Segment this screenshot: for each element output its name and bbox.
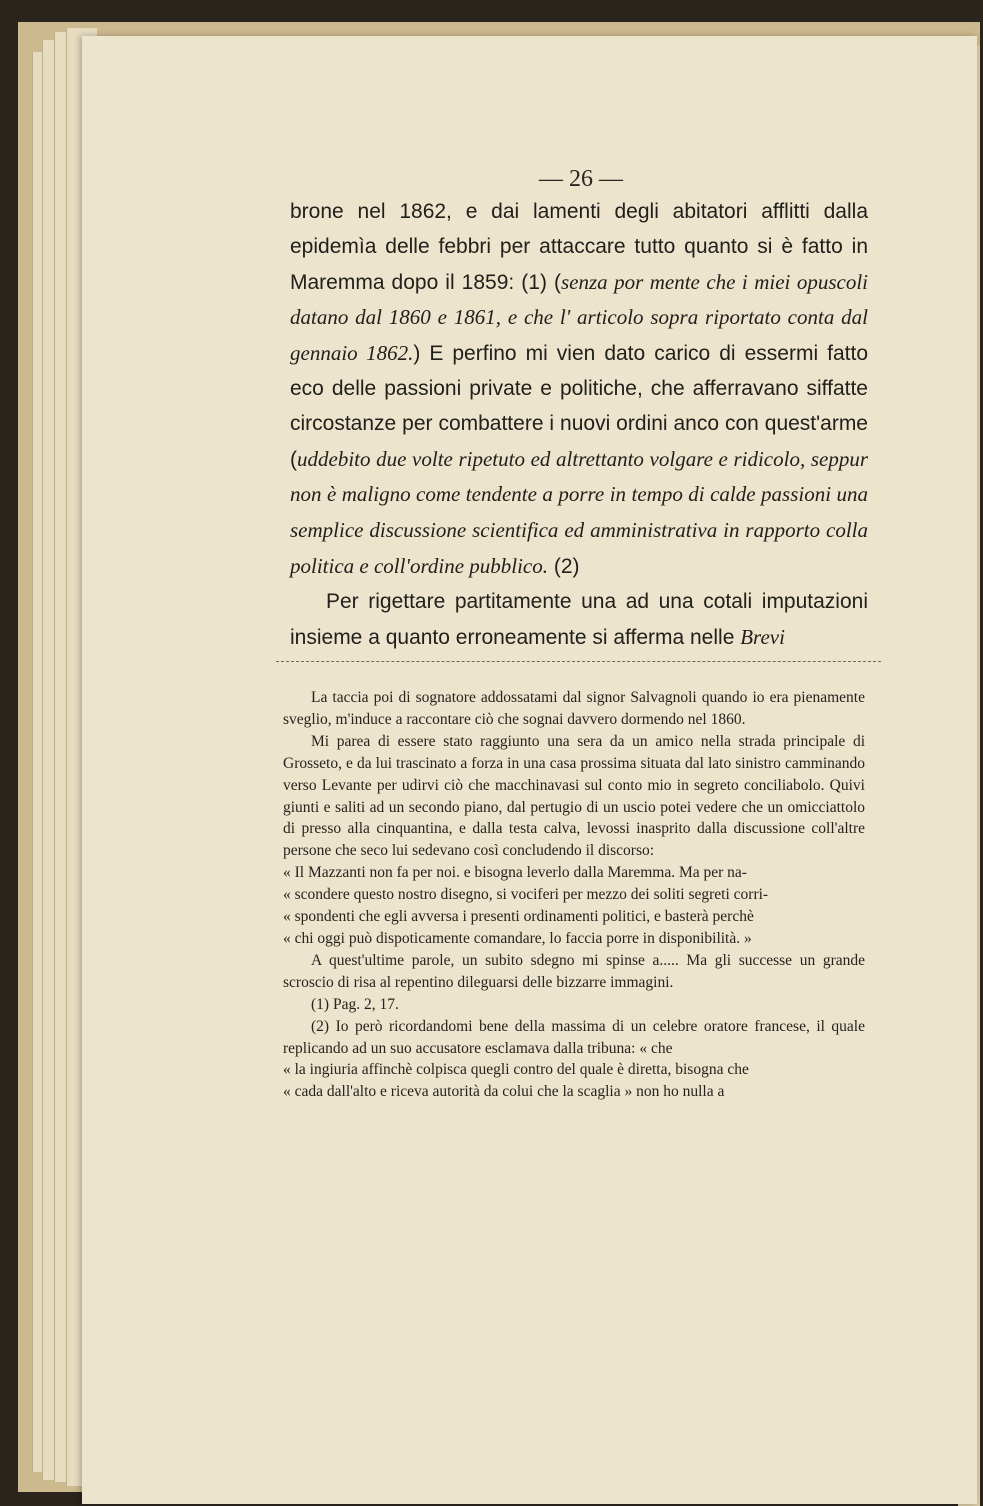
footnote-dream-intro: La taccia poi di sognatore addossatami dal signor Salvagnoli quando io era pienamente sveglio, m'induce a raccontare ciò che sognai davvero dormendo nel 1860. (283, 689, 865, 728)
paragraph-1-part-1: brone nel 1862, e dai lamenti degli abitatori afflitti dalla epidemìa delle febbri per attaccare tutto quanto si è fatto in Maremma dopo il 1859: (1) ( (290, 200, 868, 294)
paragraph-1 (290, 195, 868, 585)
page-number: — 26 — (539, 166, 623, 192)
footnote-dream-ending: A quest'ultime parole, un subito sdegno mi spinse a..... Ma gli successe un grande scroscio di risa al repentino dileguarsi delle bizzarre immagini. (283, 951, 865, 991)
paragraph-2-italic: Brevi (740, 624, 785, 649)
footnote-divider (276, 661, 881, 662)
footnote-2-line: « la ingiuria affinchè colpisca quegli contro del quale è diretta, bisogna che (283, 1061, 749, 1079)
paragraph-1-part-3: (2) (548, 554, 580, 578)
paragraph-2-text: Per rigettare partitamente una ad una cotali imputazioni insieme a quanto erroneamente si afferma nelle (290, 589, 868, 649)
quote-line: « Il Mazzanti non fa per noi. e bisogna leverlo dalla Maremma. Ma per na- (283, 864, 747, 882)
main-text (290, 195, 868, 655)
paragraph-1-part-2: ) E perfino mi vien dato carico di essermi fatto eco delle passioni private e politiche, che afferravano siffatte circostanze per combattere i nuovi ordini anco con quest'arme ( (290, 342, 868, 471)
paragraph-1-italic-1: senza por mente che i miei opuscoli datano dal 1860 e 1861, e che l' articolo sopra riportato conta dal gennaio 1862. (290, 269, 868, 366)
quote-line: « chi oggi può dispoticamente comandare, lo faccia porre in disponibilità. » (283, 929, 752, 947)
quote-line: « spondenti che egli avversa i presenti ordinamenti politici, e basterà perchè (283, 908, 754, 926)
footnote-dream-narrative: Mi parea di essere stato raggiunto una sera da un amico nella strada principale di Grosseto, e da lui trascinato a forza in una casa prossima situata dal lato sinistro camminando verso Levante per udirvi ciò che macchinavasi sul conto mio in segreto conciliabolo. Quivi giunti e saliti ad un secondo piano, dal pertugio di un uscio potei vedere che un omicciattolo di presso alla cinquantina, e dalla testa calva, levossi inasprito dalla discussione coll'altre persone che seco lui sedevano così concludendo il discorso: (283, 732, 865, 860)
footnote-2-line: « cada dall'alto e riceva autorità da colui che la scaglia » non ho nulla a (283, 1083, 725, 1101)
footnote-2: (2) Io però ricordandomi bene della massima di un celebre oratore francese, il quale replicando ad un suo accusatore esclamava dalla tribuna: « che (283, 1017, 865, 1057)
footnote-1: (1) Pag. 2, 17. (311, 995, 399, 1013)
quote-line: « scondere questo nostro disegno, si vociferi per mezzo dei soliti segreti corri- (283, 886, 769, 904)
footnote-quote (283, 862, 865, 950)
footnotes (283, 687, 865, 1103)
paragraph-2 (290, 585, 868, 656)
footnote-2-continued (283, 1059, 865, 1103)
paragraph-1-italic-2: uddebito due volte ripetuto ed altrettanto volgare e ridicolo, seppur non è maligno come tendente a porre in tempo di calde passioni una semplice discussione scientifica ed amministrativa in rapporto colla politica e coll'ordine pubblico. (290, 446, 868, 578)
